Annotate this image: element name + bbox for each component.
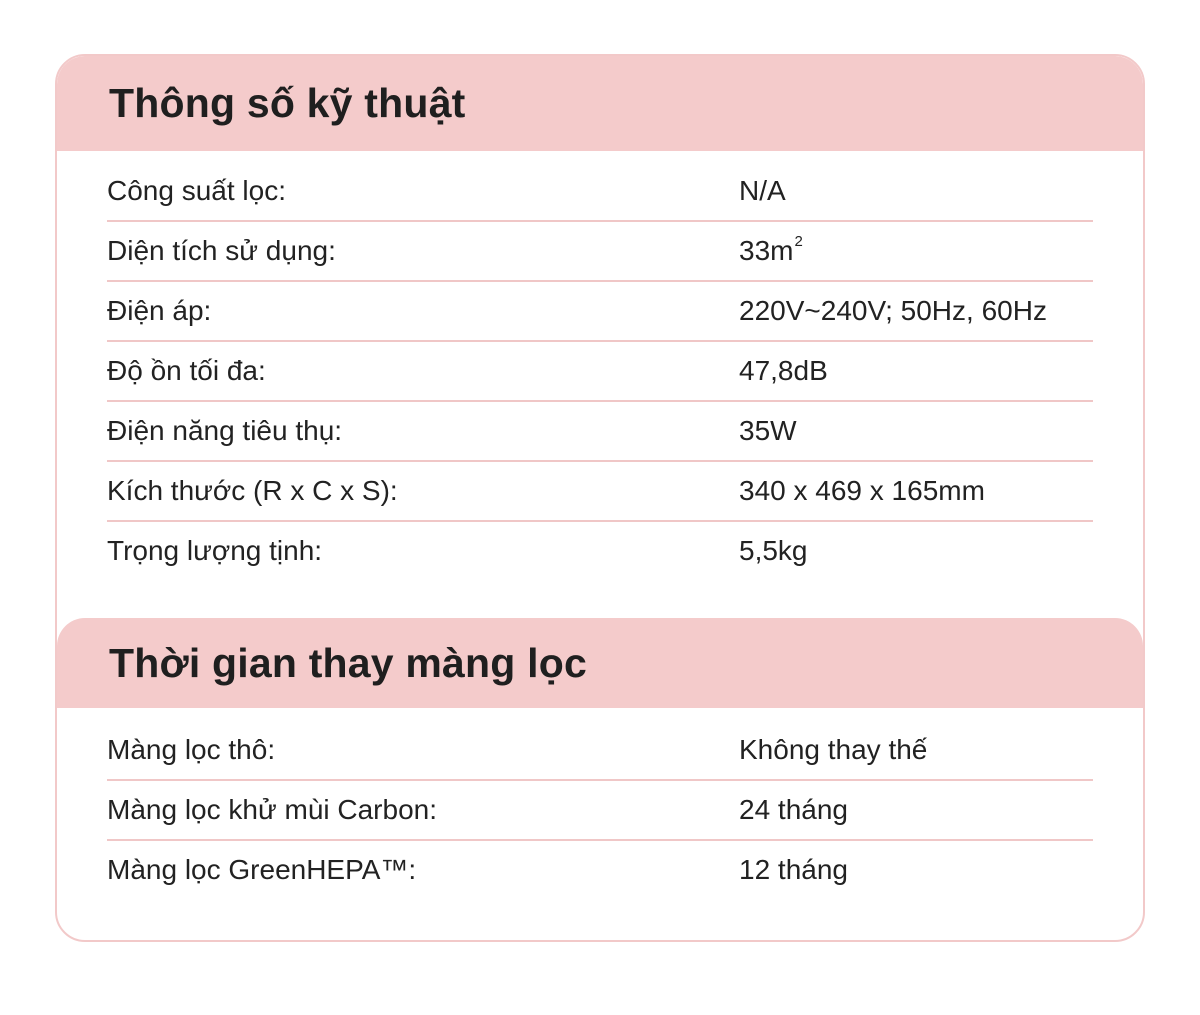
filter-row-carbon: [107, 781, 1093, 841]
spec-value: N/A: [739, 175, 786, 206]
filter-row-coarse: [107, 721, 1093, 781]
spec-value: 340 x 469 x 165mm: [739, 475, 985, 506]
filter-value: 24 tháng: [739, 794, 848, 825]
spec-label: Diện tích sử dụng:: [107, 235, 336, 266]
specs-title: Thông số kỹ thuật: [109, 80, 466, 126]
spec-label: Điện áp:: [107, 295, 212, 326]
spec-label: Điện năng tiêu thụ:: [107, 415, 343, 446]
spec-row-weight: [107, 522, 1093, 580]
spec-label: Độ ồn tối đa:: [107, 355, 266, 386]
spec-value: 5,5kg: [739, 535, 808, 566]
spec-value-main: 33m: [739, 235, 794, 266]
filter-label: Màng lọc GreenHEPA™:: [107, 854, 417, 885]
spec-value: 47,8dB: [739, 355, 828, 386]
spec-value-superscript: 2: [794, 233, 803, 250]
filter-value: Không thay thế: [739, 734, 928, 765]
specs-header: [57, 56, 1143, 151]
spec-row-noise: [107, 342, 1093, 402]
spec-value: [739, 235, 803, 267]
specs-table: [107, 162, 1093, 580]
spec-row-dimensions: [107, 462, 1093, 522]
spec-value: 220V~240V; 50Hz, 60Hz: [739, 295, 1047, 326]
spec-label: Kích thước (R x C x S):: [107, 475, 398, 506]
spec-row-voltage: [107, 282, 1093, 342]
spec-label: Công suất lọc:: [107, 175, 286, 206]
filters-table: [107, 721, 1093, 899]
filter-label: Màng lọc khử mùi Carbon:: [107, 794, 437, 825]
filters-title: Thời gian thay màng lọc: [109, 639, 587, 686]
spec-value: 35W: [739, 415, 797, 446]
filter-row-hepa: [107, 841, 1093, 899]
spec-row-area: [107, 222, 1093, 282]
spec-row-power: [107, 402, 1093, 462]
filter-value: 12 tháng: [739, 854, 848, 885]
spec-row-filter-capacity: [107, 162, 1093, 222]
spec-card: [55, 54, 1145, 942]
filter-label: Màng lọc thô:: [107, 734, 276, 765]
spec-label: Trọng lượng tịnh:: [107, 535, 323, 566]
filters-header: [57, 618, 1143, 708]
